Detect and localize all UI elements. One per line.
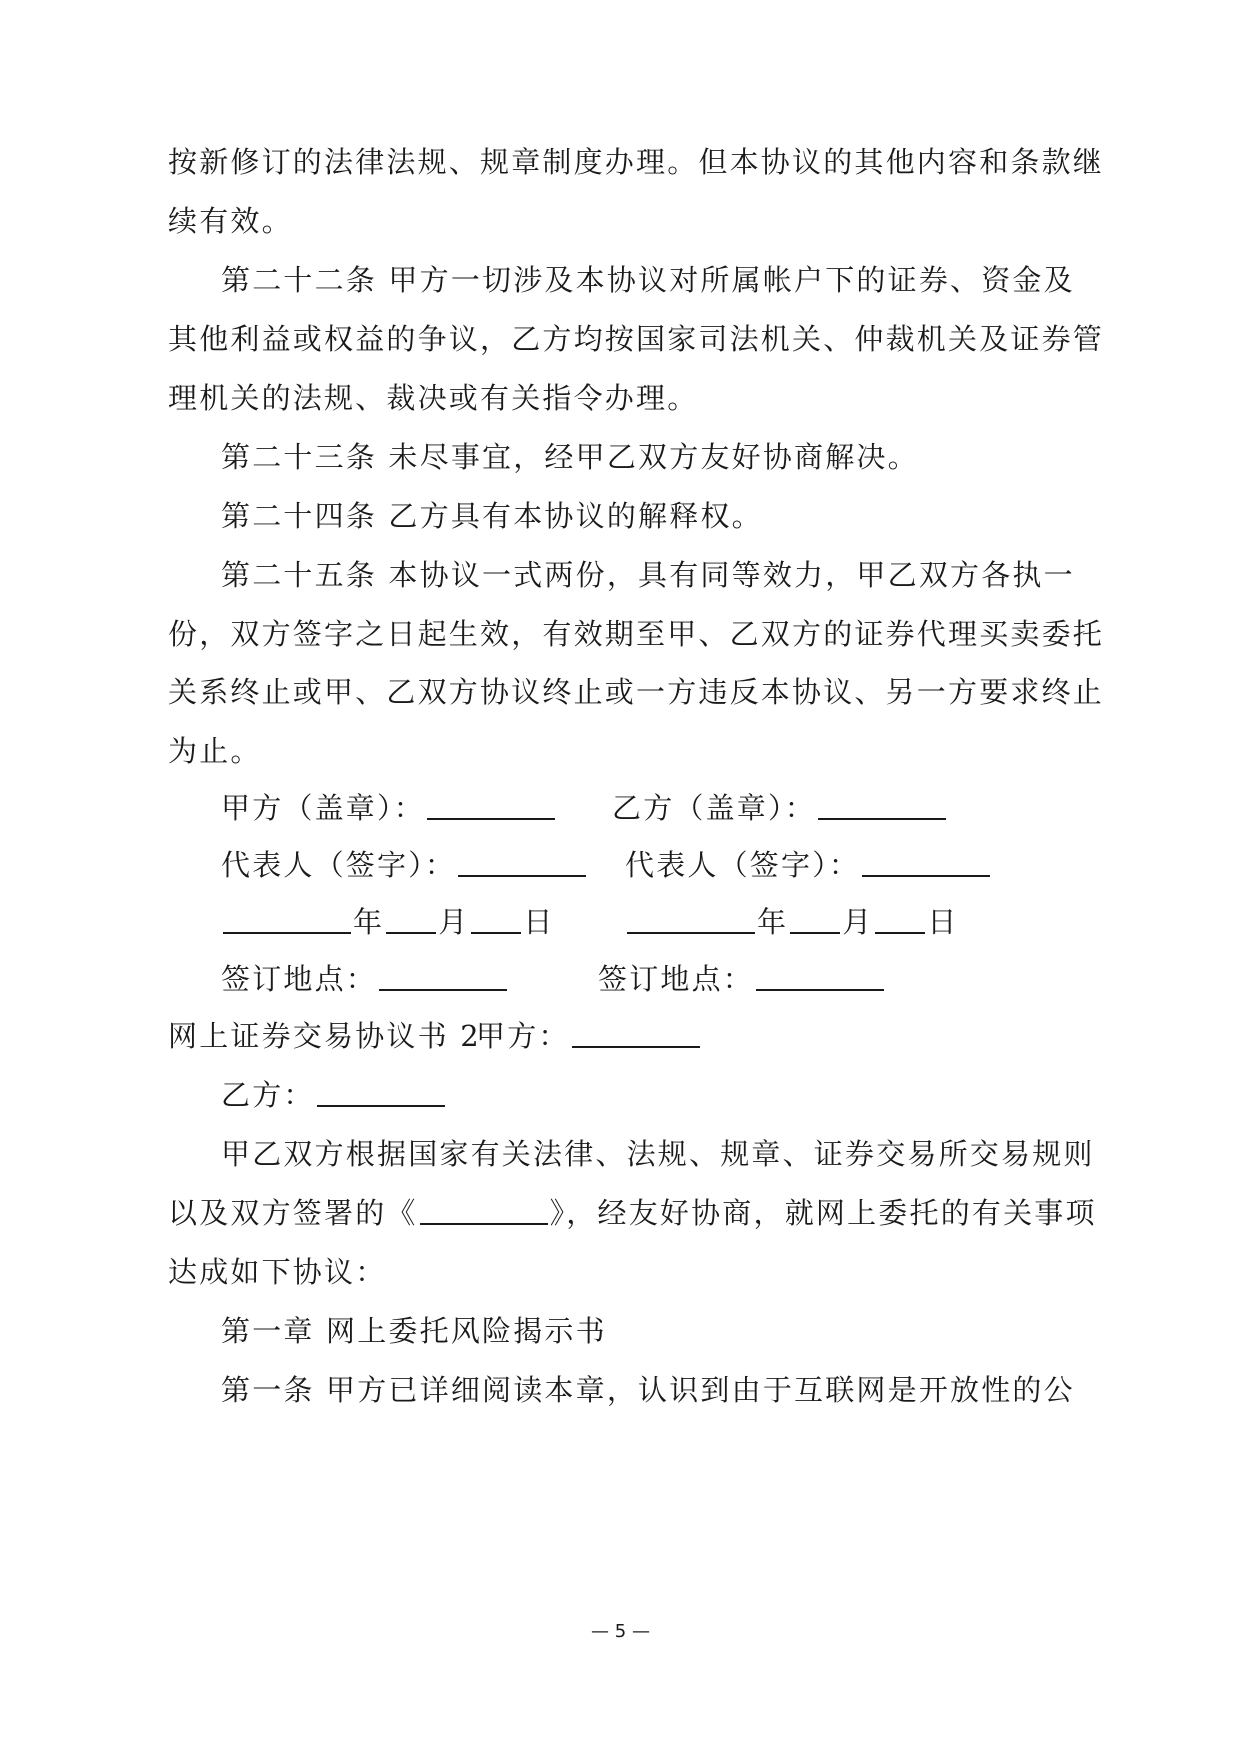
text-line: 续有效。 — [168, 204, 293, 238]
text-line: 按新修订的法律法规、规章制度办理。但本协议的其他内容和条款继 — [168, 145, 1105, 179]
day-b-blank — [875, 906, 925, 934]
month-a-blank — [386, 906, 436, 934]
intro-text: 》，经友好协商，就网上委托的有关事项 — [549, 1196, 1097, 1230]
intro-text: 以及双方签署的《 — [168, 1196, 418, 1230]
article-25-line: 关系终止或甲、乙双方协议终止或一方违反本协议、另一方要求终止 — [168, 675, 1105, 709]
second-doc-party-a-blank — [572, 1020, 700, 1048]
place-a-blank — [379, 963, 507, 991]
page-number: — 5 — — [591, 1621, 650, 1642]
article-22-line: 第二十二条 甲方一切涉及本协议对所属帐户下的证券、资金及 — [221, 263, 1075, 297]
day-label: 日 — [523, 905, 555, 939]
second-doc-party-b-blank — [317, 1079, 445, 1107]
rep-a-field — [221, 845, 588, 885]
party-b-seal-field — [612, 788, 948, 828]
rep-b-label: 代表人（签字）： — [625, 848, 861, 882]
place-a-field — [221, 959, 509, 999]
article-25-line: 为止。 — [168, 734, 262, 768]
second-doc-title: 网上证券交易协议书 2 — [168, 1019, 481, 1053]
place-b-blank — [756, 963, 884, 991]
agreement-name-blank — [420, 1197, 548, 1225]
article-25-line: 第二十五条 本协议一式两份，具有同等效力，甲乙双方各执一 — [221, 558, 1075, 592]
rep-a-label: 代表人（签字）： — [221, 848, 457, 882]
chapter-heading: 第一章 网上委托风险揭示书 — [221, 1314, 607, 1348]
date-a-field — [221, 902, 555, 942]
date-b-field — [625, 902, 959, 942]
second-doc-party-a-field — [476, 1016, 702, 1056]
year-label: 年 — [757, 905, 789, 939]
second-doc-party-a-label: 甲方： — [476, 1019, 570, 1053]
party-a-seal-blank — [427, 792, 555, 820]
intro-line — [168, 1193, 1097, 1233]
place-a-label: 签订地点： — [221, 962, 378, 996]
rep-b-blank — [862, 849, 990, 877]
party-a-seal-label: 甲方（盖章）： — [221, 791, 425, 825]
party-a-seal-field — [221, 788, 557, 828]
article-25-line: 份，双方签字之日起生效，有效期至甲、乙双方的证券代理买卖委托 — [168, 617, 1105, 651]
year-label: 年 — [353, 905, 385, 939]
year-a-blank — [223, 906, 351, 934]
intro-line: 甲乙双方根据国家有关法律、法规、规章、证券交易所交易规则 — [221, 1137, 1095, 1171]
month-label: 月 — [842, 905, 874, 939]
month-b-blank — [790, 906, 840, 934]
year-b-blank — [627, 906, 755, 934]
rep-a-blank — [458, 849, 586, 877]
article-23-line: 第二十三条 未尽事宜，经甲乙双方友好协商解决。 — [221, 440, 919, 474]
place-b-field — [598, 959, 886, 999]
article-22-line: 理机关的法规、裁决或有关指令办理。 — [168, 381, 699, 415]
article-24-line: 第二十四条 乙方具有本协议的解释权。 — [221, 499, 763, 533]
party-b-seal-blank — [818, 792, 946, 820]
month-label: 月 — [438, 905, 470, 939]
rep-b-field — [625, 845, 992, 885]
place-b-label: 签订地点： — [598, 962, 755, 996]
second-doc-party-b-label: 乙方： — [221, 1078, 315, 1112]
intro-line: 达成如下协议： — [168, 1255, 387, 1289]
article-1-line: 第一条 甲方已详细阅读本章，认识到由于互联网是开放性的公 — [221, 1373, 1075, 1407]
second-doc-party-b-field — [221, 1075, 447, 1115]
day-a-blank — [471, 906, 521, 934]
article-22-line: 其他利益或权益的争议，乙方均按国家司法机关、仲裁机关及证券管 — [168, 322, 1105, 356]
party-b-seal-label: 乙方（盖章）： — [612, 791, 816, 825]
day-label: 日 — [927, 905, 959, 939]
